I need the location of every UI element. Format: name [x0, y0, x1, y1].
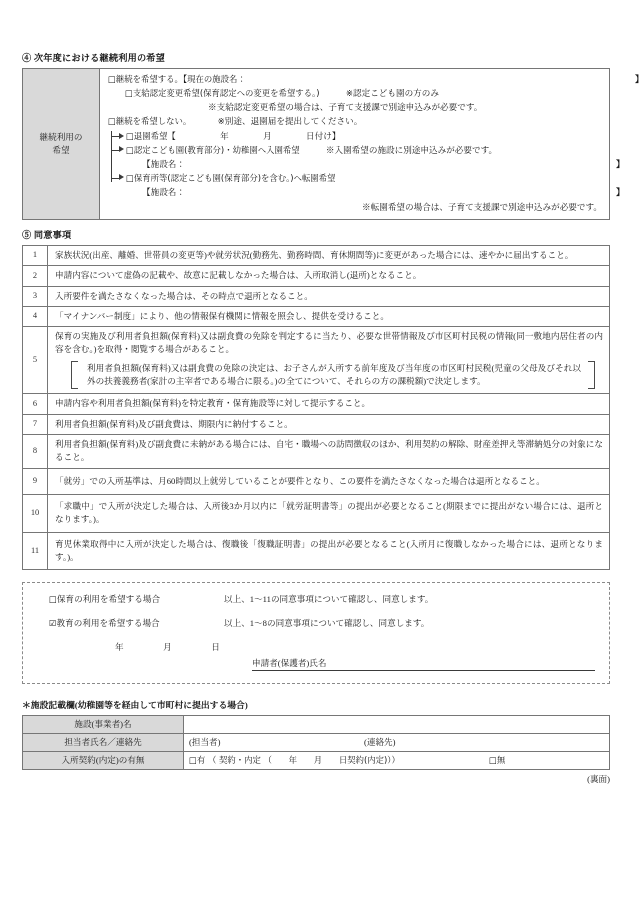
section5-table [22, 245, 610, 570]
branch-group [108, 130, 625, 200]
branch-transfer-facility-bracket-close: 】 [616, 186, 625, 197]
consent-childcare-label: 保育の利用を希望する場合 [56, 594, 161, 605]
section4-body [100, 69, 644, 219]
consent-option-childcare[interactable] [37, 593, 595, 605]
section4-row-label-line2: 希望 [52, 144, 70, 155]
checkbox-checked-icon[interactable]: ☑ [49, 617, 57, 628]
item-number: 6 [23, 394, 48, 414]
branch-kindergarten-option[interactable]: □認定こども園(教育部分)・幼稚園へ入園希望 [126, 144, 300, 155]
table-row [23, 414, 610, 434]
checkbox-unchecked-icon[interactable]: □ [49, 594, 57, 605]
change-request-note2-line [108, 101, 604, 115]
item-text: 保育の実施及び利用者負担額(保育料)又は副食費の免除を判定するに当たり、必要な世帯情報及び市区町村民税の情報(同一敷地内居住者の内容を含む。)を取得・閲覧する場合があること。 [55, 331, 603, 355]
consent-option-education[interactable] [37, 617, 595, 629]
section4-heading: ④ 次年度における継続利用の希望 [22, 53, 166, 63]
signature-label: 申請者(保護者)氏名 [252, 657, 326, 671]
branch-withdrawal-option[interactable]: □退園希望【 [126, 131, 176, 142]
section4-row [23, 69, 610, 219]
item-text: 家族状況(出産、離婚、世帯員の変更等)や就労状況(勤務先、勤務時間、育休期間等)に変更があった場合には、速やかに届出すること。 [48, 245, 610, 265]
branch-withdrawal-line[interactable] [126, 130, 604, 144]
table-row [23, 306, 610, 326]
facility-table [22, 715, 610, 770]
continue-yes-line[interactable] [108, 73, 644, 87]
table-row [23, 733, 610, 751]
consent-childcare-text: 以上、1～11の同意事項について確認し、同意します。 [224, 594, 434, 605]
item-text: 申請内容について虚偽の記載や、故意に記載しなかった場合は、入所取消し(退所)となること。 [48, 266, 610, 286]
item-text: 育児休業取得中に入所が決定した場合は、復職後「復職証明書」の提出が必要となること(入所月に復職しなかった場合には、退所となります。)。 [48, 532, 610, 570]
section4-table [22, 68, 644, 219]
item-text: 「マイナンバー制度」により、他の情報保有機関に情報を照会し、提供を受けること。 [48, 306, 610, 326]
item-text: 「求職中」で入所が決定した場合は、入所後3か月以内に「就労証明書等」の提出が必要となること(期限までに提出がない場合には、退所となります。)。 [48, 494, 610, 532]
item-number: 4 [23, 306, 48, 326]
item-text: 申請内容や利用者負担額(保育料)を特定教育・保育施設等に対して提示すること。 [48, 394, 610, 414]
item-number: 2 [23, 266, 48, 286]
consent-box [22, 582, 610, 684]
item-text: 利用者負担額(保育料)及び副食費は、期限内に納付すること。 [48, 414, 610, 434]
facility-contact-label: 担当者氏名／連絡先 [23, 733, 184, 751]
signature-field[interactable] [37, 657, 595, 671]
facility-contact-person[interactable]: (担当者) [189, 737, 221, 748]
item-text-group [48, 327, 610, 394]
facility-contract-label: 入所契約(内定)の有無 [23, 751, 184, 769]
table-row [23, 532, 610, 570]
continue-no-line[interactable] [108, 115, 604, 129]
branch-transfer-line[interactable] [126, 172, 604, 186]
item-number: 1 [23, 245, 48, 265]
item-number: 7 [23, 414, 48, 434]
branch-kindergarten-facility-label[interactable]: 【施設名： [142, 158, 185, 169]
consent-date-field[interactable]: 年 月 日 [115, 642, 221, 653]
change-request-option[interactable]: □支給認定変更希望(保育認定への変更を希望する。) [125, 88, 320, 99]
facility-name-value[interactable] [184, 715, 610, 733]
section4-row-label-line1: 継続利用の [39, 132, 83, 143]
section5-heading: ⑤ 同意事項 [22, 229, 72, 240]
branch-kindergarten-note: ※入園希望の施設に別途申込みが必要です。 [325, 144, 498, 155]
item-number: 3 [23, 286, 48, 306]
transfer-note: ※転園希望の場合は、子育て支援課で別途申込みが必要です。 [362, 201, 602, 212]
item-text: 利用者負担額(保育料)及び副食費に未納がある場合には、自宅・職場への訪問徴収のほか、利用契約の解除、財産差押え等滞納処分の対象になること。 [48, 435, 610, 469]
consent-education-text: 以上、1～8の同意事項について確認し、同意します。 [224, 617, 430, 628]
branch-transfer-facility-line[interactable] [126, 186, 625, 200]
facility-name-label: 施設(事業者)名 [23, 715, 184, 733]
item-number: 10 [23, 494, 48, 532]
facility-contract-value[interactable] [184, 751, 610, 769]
item-number: 5 [23, 327, 48, 394]
table-row [23, 286, 610, 306]
item-number: 9 [23, 468, 48, 494]
consent-education-left[interactable] [49, 617, 224, 629]
facility-contact-value[interactable] [184, 733, 610, 751]
section4-row-label [23, 69, 100, 219]
branch-kindergarten-line[interactable] [126, 144, 604, 158]
consent-education-label: 教育の利用を希望する場合 [56, 617, 160, 628]
table-row [23, 394, 610, 414]
change-request-line[interactable] [108, 87, 604, 101]
item-bracket-note [69, 362, 597, 389]
table-row [23, 751, 610, 769]
table-row [23, 327, 610, 394]
branch-withdrawal-date[interactable]: 年 月 日付け】 [220, 131, 341, 142]
facility-contract-no-option[interactable]: □無 [489, 755, 506, 766]
item-number: 11 [23, 532, 48, 570]
item-text: 入所要件を満たさなくなった場合は、その時点で退所となること。 [48, 286, 610, 306]
branch-transfer-facility-label[interactable]: 【施設名： [142, 186, 185, 197]
signature-input-line[interactable] [326, 659, 595, 671]
table-row [23, 468, 610, 494]
table-row [23, 435, 610, 469]
facility-contact-info[interactable]: (連絡先) [364, 737, 396, 748]
continue-no-note: ※別途、退園届を提出してください。 [217, 116, 363, 127]
transfer-note-line [108, 201, 604, 215]
back-page-label: (裏面) [587, 773, 610, 784]
facility-heading: ＊施設記載欄(幼稚園等を経由して市町村に提出する場合) [22, 700, 248, 711]
change-request-note: ※認定こども園の方のみ [345, 88, 439, 99]
item-number: 8 [23, 435, 48, 469]
item-text: 「就労」での入所基準は、月60時間以上就労していることが要件となり、この要件を満たさなくなった場合は退所となること。 [48, 468, 610, 494]
branch-kindergarten-facility-line[interactable] [126, 158, 625, 172]
branch-kindergarten-facility-bracket-close: 】 [616, 158, 625, 169]
item-bracket-text: 利用者負担額(保育料)又は副食費の免除の決定は、お子さんが入所する前年度及び当年度の市区町村民税(児童の父母及びそれ以外の扶養義務者(家計の主宰者である場合に限る。)の全てについて、それらの方の課税額)で決定します。 [87, 362, 581, 387]
continue-yes-bracket-close: 】 [635, 74, 644, 85]
continue-no-option[interactable]: □継続を希望しない。 [108, 116, 192, 127]
table-row [23, 715, 610, 733]
continue-yes-option[interactable]: □継続を希望する。【現在の施設名： [108, 74, 246, 85]
consent-childcare-left[interactable] [49, 593, 224, 605]
table-row [23, 245, 610, 265]
branch-transfer-option[interactable]: □保育所等(認定こども園(保育部分)を含む。)へ転園希望 [126, 172, 336, 183]
table-row [23, 494, 610, 532]
facility-contract-yes-option[interactable]: □有 （ 契約・内定 （ 年 月 日契約(内定)）） [189, 755, 400, 766]
table-row [23, 266, 610, 286]
change-request-note2: ※支給認定変更希望の場合は、子育て支援課で別途申込みが必要です。 [208, 102, 483, 113]
